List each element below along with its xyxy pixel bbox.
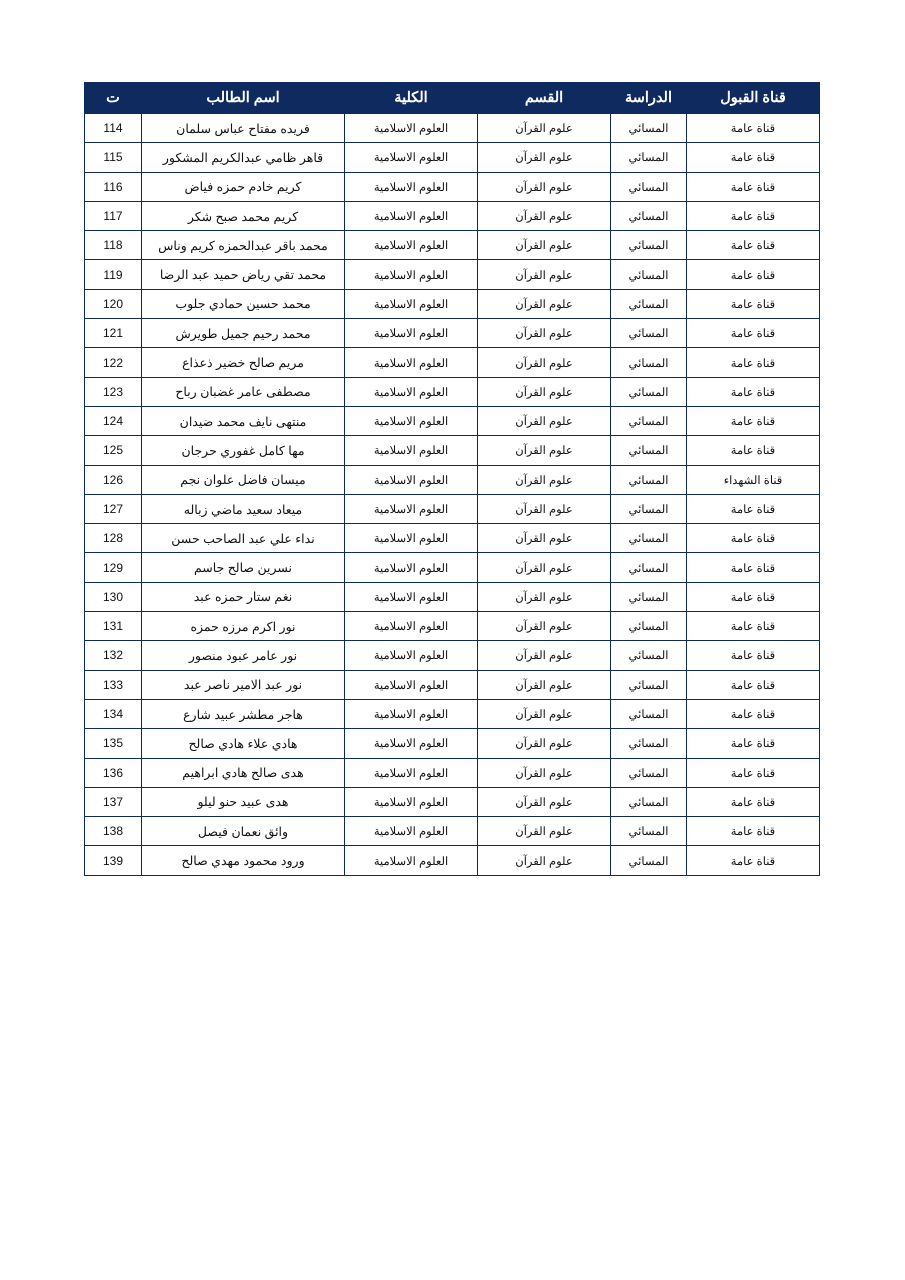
cell-college: العلوم الاسلامية — [345, 846, 478, 875]
cell-college: العلوم الاسلامية — [345, 582, 478, 611]
cell-study: المسائي — [611, 260, 687, 289]
cell-channel: قناة عامة — [687, 699, 820, 728]
cell-study: المسائي — [611, 553, 687, 582]
column-header-department: القسم — [478, 83, 611, 114]
cell-channel: قناة عامة — [687, 143, 820, 172]
cell-index: 132 — [85, 641, 142, 670]
cell-student-name: هاجر مطشر عبيد شارع — [142, 699, 345, 728]
table-row — [85, 319, 820, 348]
cell-department: علوم القرآن — [478, 699, 611, 728]
cell-department: علوم القرآن — [478, 201, 611, 230]
cell-study: المسائي — [611, 582, 687, 611]
table-row — [85, 172, 820, 201]
cell-study: المسائي — [611, 612, 687, 641]
cell-college: العلوم الاسلامية — [345, 289, 478, 318]
cell-student-name: ميسان فاضل علوان نجم — [142, 465, 345, 494]
cell-channel: قناة عامة — [687, 114, 820, 143]
cell-student-name: مريم صالح خضير ذعذاع — [142, 348, 345, 377]
cell-study: المسائي — [611, 465, 687, 494]
cell-student-name: محمد رحيم جميل طويرش — [142, 319, 345, 348]
cell-index: 138 — [85, 817, 142, 846]
table-row — [85, 670, 820, 699]
table-body — [85, 114, 820, 876]
cell-study: المسائي — [611, 494, 687, 523]
cell-index: 136 — [85, 758, 142, 787]
cell-department: علوم القرآن — [478, 348, 611, 377]
column-header-channel: قناة القبول — [687, 83, 820, 114]
cell-student-name: ميعاد سعيد ماضي زباله — [142, 494, 345, 523]
cell-college: العلوم الاسلامية — [345, 231, 478, 260]
cell-student-name: قاهر ظامي عبدالكريم المشكور — [142, 143, 345, 172]
cell-college: العلوم الاسلامية — [345, 143, 478, 172]
table-row — [85, 143, 820, 172]
cell-index: 117 — [85, 201, 142, 230]
cell-study: المسائي — [611, 348, 687, 377]
cell-index: 124 — [85, 406, 142, 435]
table-row — [85, 582, 820, 611]
cell-student-name: مها كامل غفوري حرجان — [142, 436, 345, 465]
cell-channel: قناة عامة — [687, 231, 820, 260]
cell-department: علوم القرآن — [478, 524, 611, 553]
cell-student-name: نور اكرم مرزه حمزه — [142, 612, 345, 641]
cell-channel: قناة عامة — [687, 582, 820, 611]
cell-channel: قناة الشهداء — [687, 465, 820, 494]
cell-student-name: محمد باقر عبدالحمزه كريم وناس — [142, 231, 345, 260]
table-row — [85, 641, 820, 670]
column-header-college: الكلية — [345, 83, 478, 114]
cell-department: علوم القرآن — [478, 289, 611, 318]
cell-college: العلوم الاسلامية — [345, 377, 478, 406]
cell-college: العلوم الاسلامية — [345, 260, 478, 289]
cell-channel: قناة عامة — [687, 494, 820, 523]
cell-student-name: مصطفى عامر غضبان رباح — [142, 377, 345, 406]
table-row — [85, 348, 820, 377]
cell-department: علوم القرآن — [478, 319, 611, 348]
cell-study: المسائي — [611, 436, 687, 465]
cell-college: العلوم الاسلامية — [345, 670, 478, 699]
cell-department: علوم القرآن — [478, 729, 611, 758]
cell-student-name: وائق نعمان فيصل — [142, 817, 345, 846]
cell-college: العلوم الاسلامية — [345, 758, 478, 787]
cell-college: العلوم الاسلامية — [345, 436, 478, 465]
cell-index: 129 — [85, 553, 142, 582]
cell-department: علوم القرآن — [478, 260, 611, 289]
cell-college: العلوم الاسلامية — [345, 524, 478, 553]
cell-department: علوم القرآن — [478, 817, 611, 846]
students-table-container — [85, 82, 820, 876]
cell-student-name: محمد تقي رياض حميد عبد الرضا — [142, 260, 345, 289]
cell-index: 120 — [85, 289, 142, 318]
cell-department: علوم القرآن — [478, 172, 611, 201]
table-row — [85, 377, 820, 406]
table-row — [85, 465, 820, 494]
cell-college: العلوم الاسلامية — [345, 172, 478, 201]
table-row — [85, 406, 820, 435]
cell-study: المسائي — [611, 406, 687, 435]
table-row — [85, 260, 820, 289]
column-header-name: اسم الطالب — [142, 83, 345, 114]
cell-channel: قناة عامة — [687, 817, 820, 846]
cell-index: 135 — [85, 729, 142, 758]
cell-index: 131 — [85, 612, 142, 641]
cell-channel: قناة عامة — [687, 436, 820, 465]
cell-college: العلوم الاسلامية — [345, 201, 478, 230]
cell-college: العلوم الاسلامية — [345, 319, 478, 348]
cell-study: المسائي — [611, 729, 687, 758]
cell-index: 126 — [85, 465, 142, 494]
cell-study: المسائي — [611, 231, 687, 260]
cell-study: المسائي — [611, 289, 687, 318]
cell-department: علوم القرآن — [478, 377, 611, 406]
cell-department: علوم القرآن — [478, 114, 611, 143]
cell-college: العلوم الاسلامية — [345, 641, 478, 670]
cell-department: علوم القرآن — [478, 846, 611, 875]
cell-channel: قناة عامة — [687, 641, 820, 670]
cell-college: العلوم الاسلامية — [345, 406, 478, 435]
cell-study: المسائي — [611, 670, 687, 699]
cell-department: علوم القرآن — [478, 641, 611, 670]
cell-channel: قناة عامة — [687, 201, 820, 230]
cell-channel: قناة عامة — [687, 348, 820, 377]
cell-index: 123 — [85, 377, 142, 406]
cell-department: علوم القرآن — [478, 436, 611, 465]
cell-student-name: نداء علي عبد الصاحب حسن — [142, 524, 345, 553]
cell-student-name: ورود محمود مهدي صالح — [142, 846, 345, 875]
cell-college: العلوم الاسلامية — [345, 553, 478, 582]
cell-index: 122 — [85, 348, 142, 377]
cell-department: علوم القرآن — [478, 494, 611, 523]
cell-college: العلوم الاسلامية — [345, 787, 478, 816]
cell-department: علوم القرآن — [478, 582, 611, 611]
cell-study: المسائي — [611, 787, 687, 816]
cell-college: العلوم الاسلامية — [345, 729, 478, 758]
table-row — [85, 553, 820, 582]
cell-index: 130 — [85, 582, 142, 611]
cell-index: 134 — [85, 699, 142, 728]
cell-college: العلوم الاسلامية — [345, 612, 478, 641]
cell-student-name: محمد حسين حمادي جلوب — [142, 289, 345, 318]
cell-college: العلوم الاسلامية — [345, 114, 478, 143]
cell-student-name: كريم محمد صبح شكر — [142, 201, 345, 230]
cell-channel: قناة عامة — [687, 524, 820, 553]
cell-department: علوم القرآن — [478, 143, 611, 172]
table-row — [85, 494, 820, 523]
cell-student-name: هدى صالح هادي ابراهيم — [142, 758, 345, 787]
cell-college: العلوم الاسلامية — [345, 699, 478, 728]
table-row — [85, 524, 820, 553]
cell-index: 139 — [85, 846, 142, 875]
cell-college: العلوم الاسلامية — [345, 348, 478, 377]
cell-channel: قناة عامة — [687, 612, 820, 641]
cell-college: العلوم الاسلامية — [345, 817, 478, 846]
table-row — [85, 729, 820, 758]
cell-study: المسائي — [611, 377, 687, 406]
cell-study: المسائي — [611, 524, 687, 553]
column-header-index: ت — [85, 83, 142, 114]
cell-department: علوم القرآن — [478, 787, 611, 816]
cell-study: المسائي — [611, 172, 687, 201]
column-header-study: الدراسة — [611, 83, 687, 114]
cell-channel: قناة عامة — [687, 729, 820, 758]
cell-department: علوم القرآن — [478, 465, 611, 494]
cell-index: 125 — [85, 436, 142, 465]
cell-department: علوم القرآن — [478, 406, 611, 435]
cell-study: المسائي — [611, 758, 687, 787]
cell-department: علوم القرآن — [478, 612, 611, 641]
table-header-row — [85, 83, 820, 114]
cell-index: 118 — [85, 231, 142, 260]
cell-student-name: نور عبد الامير ناصر عبد — [142, 670, 345, 699]
table-row — [85, 612, 820, 641]
cell-study: المسائي — [611, 641, 687, 670]
cell-index: 128 — [85, 524, 142, 553]
cell-study: المسائي — [611, 114, 687, 143]
table-row — [85, 787, 820, 816]
cell-college: العلوم الاسلامية — [345, 494, 478, 523]
cell-department: علوم القرآن — [478, 231, 611, 260]
table-row — [85, 289, 820, 318]
cell-channel: قناة عامة — [687, 319, 820, 348]
cell-channel: قناة عامة — [687, 260, 820, 289]
table-row — [85, 231, 820, 260]
cell-index: 127 — [85, 494, 142, 523]
cell-channel: قناة عامة — [687, 553, 820, 582]
cell-student-name: نغم ستار حمزه عبد — [142, 582, 345, 611]
cell-department: علوم القرآن — [478, 758, 611, 787]
cell-study: المسائي — [611, 143, 687, 172]
cell-study: المسائي — [611, 846, 687, 875]
cell-student-name: منتهى نايف محمد ضيدان — [142, 406, 345, 435]
cell-department: علوم القرآن — [478, 670, 611, 699]
table-header — [85, 83, 820, 114]
students-table — [84, 82, 820, 876]
cell-channel: قناة عامة — [687, 846, 820, 875]
table-row — [85, 699, 820, 728]
cell-student-name: نور عامر عبود منصور — [142, 641, 345, 670]
cell-index: 133 — [85, 670, 142, 699]
table-row — [85, 114, 820, 143]
cell-index: 119 — [85, 260, 142, 289]
cell-study: المسائي — [611, 201, 687, 230]
cell-department: علوم القرآن — [478, 553, 611, 582]
cell-channel: قناة عامة — [687, 758, 820, 787]
cell-college: العلوم الاسلامية — [345, 465, 478, 494]
cell-index: 115 — [85, 143, 142, 172]
cell-student-name: هادي علاء هادي صالح — [142, 729, 345, 758]
cell-channel: قناة عامة — [687, 289, 820, 318]
table-row — [85, 817, 820, 846]
cell-study: المسائي — [611, 699, 687, 728]
cell-index: 137 — [85, 787, 142, 816]
cell-channel: قناة عامة — [687, 670, 820, 699]
cell-student-name: نسرين صالح جاسم — [142, 553, 345, 582]
cell-student-name: كريم خادم حمزه فياض — [142, 172, 345, 201]
cell-study: المسائي — [611, 319, 687, 348]
cell-index: 116 — [85, 172, 142, 201]
cell-student-name: هدى عبيد حنو ليلو — [142, 787, 345, 816]
cell-index: 114 — [85, 114, 142, 143]
cell-study: المسائي — [611, 817, 687, 846]
cell-channel: قناة عامة — [687, 787, 820, 816]
cell-channel: قناة عامة — [687, 377, 820, 406]
table-row — [85, 846, 820, 875]
table-row — [85, 201, 820, 230]
cell-index: 121 — [85, 319, 142, 348]
cell-student-name: فريده مفتاح عباس سلمان — [142, 114, 345, 143]
table-row — [85, 758, 820, 787]
cell-channel: قناة عامة — [687, 406, 820, 435]
table-row — [85, 436, 820, 465]
cell-channel: قناة عامة — [687, 172, 820, 201]
